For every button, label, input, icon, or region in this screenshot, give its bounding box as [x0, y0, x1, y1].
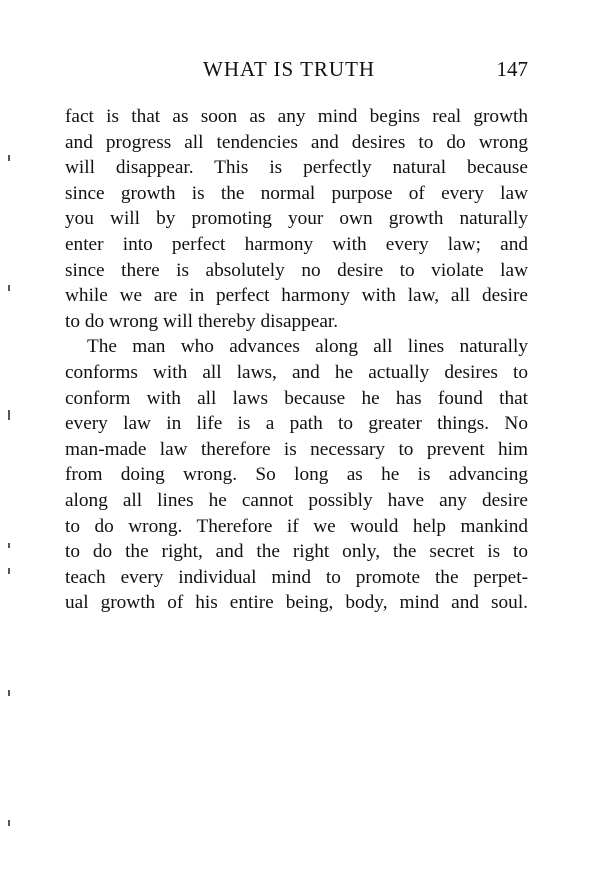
page-body: [65, 104, 528, 616]
scan-artifact: [8, 568, 10, 574]
text-line: while we are in perfect harmony with law, all desire: [65, 285, 528, 307]
scan-artifact: [8, 285, 10, 291]
text-line: will disappear. This is perfectly natural because: [65, 157, 528, 179]
paragraph-1: [65, 104, 528, 334]
text-line: man-made law therefore is necessary to prevent him: [65, 438, 528, 460]
page-header: [60, 57, 528, 85]
scan-artifact: [8, 410, 10, 420]
running-title: WHAT IS TRUTH: [203, 57, 376, 81]
text-line: ual growth of his entire being, body, mind and soul.: [65, 592, 528, 614]
text-line: to do wrong. Therefore if we would help mankind: [65, 515, 528, 537]
text-line: conform with all laws because he has found that: [65, 387, 528, 409]
text-line: conforms with all laws, and he actually desires to: [65, 361, 528, 383]
scan-artifact: [8, 690, 10, 696]
text-line: you will by promoting your own growth naturally: [65, 208, 528, 230]
paragraph-2: [65, 334, 528, 616]
text-line: to do the right, and the right only, the secret is to: [65, 541, 528, 563]
scan-artifact: [8, 543, 10, 548]
text-line: to do wrong will thereby disappear.: [65, 310, 339, 332]
text-line: along all lines he cannot possibly have any desire: [65, 489, 528, 511]
text-line: The man who advances along all lines naturally: [87, 336, 528, 358]
scan-artifact: [8, 155, 10, 161]
text-line: fact is that as soon as any mind begins real growth: [65, 106, 528, 127]
text-line: since growth is the normal purpose of every law: [65, 182, 528, 204]
text-line: from doing wrong. So long as he is advancing: [65, 464, 528, 486]
page-number: 147: [496, 57, 528, 81]
text-line: enter into perfect harmony with every law; and: [65, 233, 528, 255]
text-line: teach every individual mind to promote the perpet-: [65, 566, 528, 588]
scan-artifact: [8, 820, 10, 826]
text-line: every law in life is a path to greater things. No: [65, 413, 528, 435]
text-line: and progress all tendencies and desires to do wrong: [65, 131, 528, 153]
text-line: since there is absolutely no desire to violate law: [65, 259, 528, 281]
